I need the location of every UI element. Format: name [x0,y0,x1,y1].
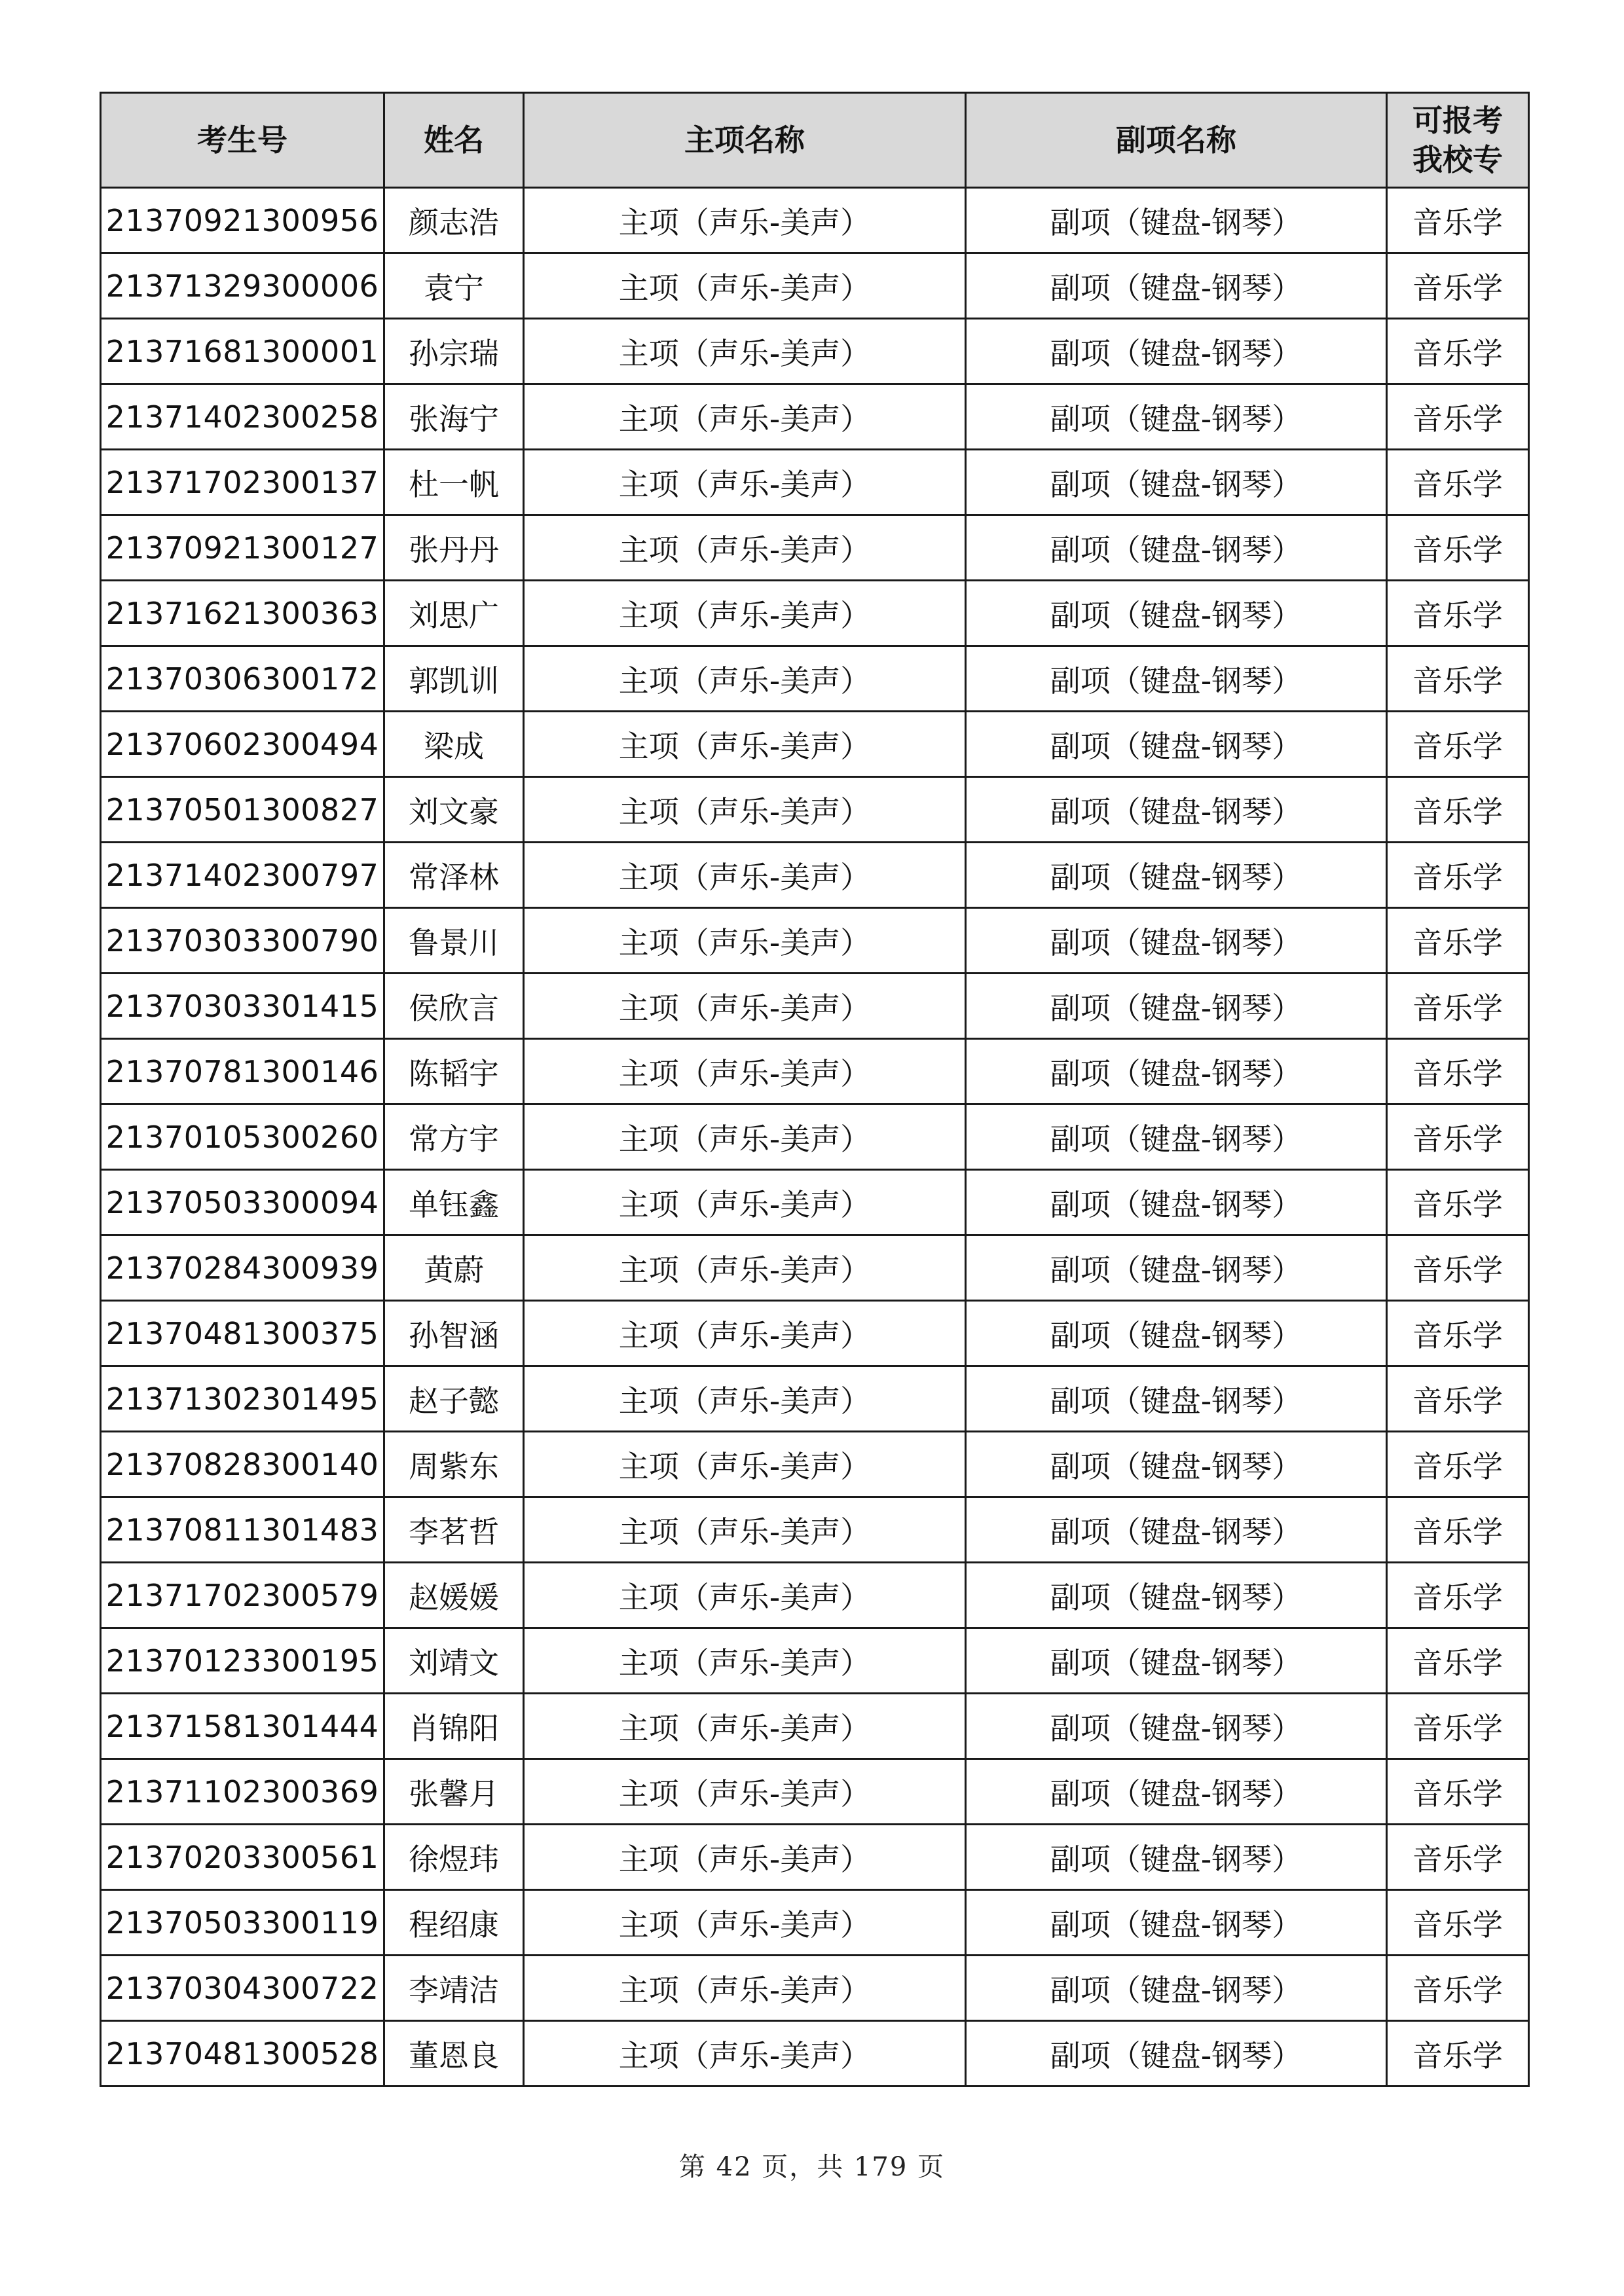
cell-candidate-id: 21370921300127 [101,515,384,581]
cell-candidate-id: 21371581301444 [101,1694,384,1759]
header-program [1387,93,1529,188]
cell-major-item: 主项（声乐-美声） [524,1759,966,1825]
cell-name: 李靖洁 [384,1956,524,2021]
cell-major-item: 主项（声乐-美声） [524,1301,966,1366]
table-row [101,253,1529,319]
cell-name: 徐煜玮 [384,1825,524,1890]
cell-minor-item: 副项（键盘-钢琴） [966,1366,1387,1432]
cell-major-item: 主项（声乐-美声） [524,1563,966,1628]
cell-program: 音乐学 [1387,1759,1529,1825]
cell-major-item: 主项（声乐-美声） [524,581,966,646]
header-candidate-id: 考生号 [101,93,384,188]
cell-name: 赵媛媛 [384,1563,524,1628]
table-row [101,843,1529,908]
table-row [101,712,1529,777]
cell-minor-item: 副项（键盘-钢琴） [966,188,1387,253]
cell-minor-item: 副项（键盘-钢琴） [966,515,1387,581]
cell-minor-item: 副项（键盘-钢琴） [966,253,1387,319]
cell-candidate-id: 21370828300140 [101,1432,384,1497]
cell-name: 单钰鑫 [384,1170,524,1235]
cell-program: 音乐学 [1387,384,1529,450]
cell-candidate-id: 21370781300146 [101,1039,384,1104]
cell-name: 孙宗瑞 [384,319,524,384]
cell-name: 刘思广 [384,581,524,646]
table-row [101,515,1529,581]
cell-minor-item: 副项（键盘-钢琴） [966,1563,1387,1628]
table-row [101,1432,1529,1497]
table-row [101,1694,1529,1759]
table-row [101,1628,1529,1694]
cell-major-item: 主项（声乐-美声） [524,1628,966,1694]
cell-program: 音乐学 [1387,974,1529,1039]
cell-minor-item: 副项（键盘-钢琴） [966,1235,1387,1301]
cell-name: 陈韬宇 [384,1039,524,1104]
table-row [101,1104,1529,1170]
table-row [101,1563,1529,1628]
cell-candidate-id: 21370503300119 [101,1890,384,1956]
table-row [101,646,1529,712]
cell-candidate-id: 21371402300258 [101,384,384,450]
cell-name: 张馨月 [384,1759,524,1825]
cell-name: 鲁景川 [384,908,524,974]
table-row [101,1890,1529,1956]
cell-program: 音乐学 [1387,1432,1529,1497]
cell-name: 刘靖文 [384,1628,524,1694]
cell-minor-item: 副项（键盘-钢琴） [966,974,1387,1039]
cell-program: 音乐学 [1387,1170,1529,1235]
cell-program: 音乐学 [1387,1235,1529,1301]
table-row [101,1301,1529,1366]
cell-name: 杜一帆 [384,450,524,515]
cell-program: 音乐学 [1387,1366,1529,1432]
table-row [101,1366,1529,1432]
cell-minor-item: 副项（键盘-钢琴） [966,712,1387,777]
cell-major-item: 主项（声乐-美声） [524,843,966,908]
table-row [101,450,1529,515]
cell-minor-item: 副项（键盘-钢琴） [966,777,1387,843]
cell-candidate-id: 21370503300094 [101,1170,384,1235]
cell-major-item: 主项（声乐-美声） [524,1956,966,2021]
table-row [101,581,1529,646]
cell-minor-item: 副项（键盘-钢琴） [966,1694,1387,1759]
header-minor-item: 副项名称 [966,93,1387,188]
cell-minor-item: 副项（键盘-钢琴） [966,1301,1387,1366]
cell-major-item: 主项（声乐-美声） [524,1497,966,1563]
cell-minor-item: 副项（键盘-钢琴） [966,319,1387,384]
cell-candidate-id: 21370811301483 [101,1497,384,1563]
table-row [101,1170,1529,1235]
cell-program: 音乐学 [1387,1956,1529,2021]
table-row [101,188,1529,253]
table-row [101,1497,1529,1563]
header-program-line1: 可报考 [1412,103,1503,138]
table-row [101,974,1529,1039]
cell-minor-item: 副项（键盘-钢琴） [966,1497,1387,1563]
cell-minor-item: 副项（键盘-钢琴） [966,1170,1387,1235]
cell-candidate-id: 21371329300006 [101,253,384,319]
cell-candidate-id: 21371102300369 [101,1759,384,1825]
cell-name: 周紫东 [384,1432,524,1497]
cell-name: 肖锦阳 [384,1694,524,1759]
cell-candidate-id: 21370303300790 [101,908,384,974]
cell-program: 音乐学 [1387,1825,1529,1890]
cell-major-item: 主项（声乐-美声） [524,253,966,319]
cell-program: 音乐学 [1387,253,1529,319]
candidate-table [100,92,1530,2087]
cell-major-item: 主项（声乐-美声） [524,646,966,712]
cell-major-item: 主项（声乐-美声） [524,1039,966,1104]
cell-name: 赵子懿 [384,1366,524,1432]
cell-minor-item: 副项（键盘-钢琴） [966,1039,1387,1104]
cell-program: 音乐学 [1387,450,1529,515]
cell-program: 音乐学 [1387,1039,1529,1104]
cell-minor-item: 副项（键盘-钢琴） [966,384,1387,450]
cell-name: 刘文豪 [384,777,524,843]
cell-major-item: 主项（声乐-美声） [524,1890,966,1956]
cell-major-item: 主项（声乐-美声） [524,1694,966,1759]
cell-name: 程绍康 [384,1890,524,1956]
cell-minor-item: 副项（键盘-钢琴） [966,1956,1387,2021]
cell-program: 音乐学 [1387,646,1529,712]
table-body [101,188,1529,2086]
cell-major-item: 主项（声乐-美声） [524,777,966,843]
cell-major-item: 主项（声乐-美声） [524,1235,966,1301]
cell-candidate-id: 21370123300195 [101,1628,384,1694]
cell-candidate-id: 21370203300561 [101,1825,384,1890]
cell-major-item: 主项（声乐-美声） [524,188,966,253]
cell-minor-item: 副项（键盘-钢琴） [966,646,1387,712]
cell-candidate-id: 21370602300494 [101,712,384,777]
cell-major-item: 主项（声乐-美声） [524,974,966,1039]
cell-candidate-id: 21370921300956 [101,188,384,253]
cell-candidate-id: 21371702300137 [101,450,384,515]
cell-program: 音乐学 [1387,188,1529,253]
cell-major-item: 主项（声乐-美声） [524,1366,966,1432]
cell-candidate-id: 21370304300722 [101,1956,384,2021]
page-footer: 第 42 页，共 179 页 [678,2152,946,2182]
cell-program: 音乐学 [1387,908,1529,974]
table-row [101,1235,1529,1301]
cell-candidate-id: 21370306300172 [101,646,384,712]
cell-minor-item: 副项（键盘-钢琴） [966,2021,1387,2086]
cell-major-item: 主项（声乐-美声） [524,1825,966,1890]
cell-program: 音乐学 [1387,1890,1529,1956]
cell-program: 音乐学 [1387,712,1529,777]
cell-name: 黄蔚 [384,1235,524,1301]
cell-candidate-id: 21370284300939 [101,1235,384,1301]
cell-major-item: 主项（声乐-美声） [524,908,966,974]
cell-major-item: 主项（声乐-美声） [524,1170,966,1235]
table-row [101,384,1529,450]
cell-program: 音乐学 [1387,1694,1529,1759]
cell-program: 音乐学 [1387,777,1529,843]
cell-major-item: 主项（声乐-美声） [524,2021,966,2086]
cell-candidate-id: 21370481300375 [101,1301,384,1366]
cell-name: 颜志浩 [384,188,524,253]
cell-minor-item: 副项（键盘-钢琴） [966,450,1387,515]
cell-program: 音乐学 [1387,319,1529,384]
cell-name: 袁宁 [384,253,524,319]
cell-minor-item: 副项（键盘-钢琴） [966,843,1387,908]
cell-name: 董恩良 [384,2021,524,2086]
cell-name: 常泽林 [384,843,524,908]
cell-program: 音乐学 [1387,2021,1529,2086]
cell-name: 常方宇 [384,1104,524,1170]
cell-name: 李茗哲 [384,1497,524,1563]
table-row [101,1956,1529,2021]
cell-candidate-id: 21370303301415 [101,974,384,1039]
cell-program: 音乐学 [1387,1628,1529,1694]
table-row [101,1825,1529,1890]
cell-name: 张丹丹 [384,515,524,581]
cell-major-item: 主项（声乐-美声） [524,384,966,450]
cell-minor-item: 副项（键盘-钢琴） [966,1628,1387,1694]
cell-minor-item: 副项（键盘-钢琴） [966,908,1387,974]
cell-program: 音乐学 [1387,1563,1529,1628]
cell-minor-item: 副项（键盘-钢琴） [966,1890,1387,1956]
cell-candidate-id: 21371681300001 [101,319,384,384]
table-row [101,1039,1529,1104]
cell-program: 音乐学 [1387,1497,1529,1563]
cell-candidate-id: 21370501300827 [101,777,384,843]
cell-program: 音乐学 [1387,843,1529,908]
table-row [101,319,1529,384]
table-header-row [101,93,1529,188]
cell-name: 张海宁 [384,384,524,450]
table-row [101,908,1529,974]
cell-program: 音乐学 [1387,581,1529,646]
table-row [101,2021,1529,2086]
cell-minor-item: 副项（键盘-钢琴） [966,1825,1387,1890]
cell-minor-item: 副项（键盘-钢琴） [966,1759,1387,1825]
header-major-item: 主项名称 [524,93,966,188]
cell-major-item: 主项（声乐-美声） [524,450,966,515]
cell-name: 梁成 [384,712,524,777]
header-program-line2: 我校专 [1412,142,1503,177]
cell-major-item: 主项（声乐-美声） [524,1104,966,1170]
cell-candidate-id: 21371621300363 [101,581,384,646]
header-name: 姓名 [384,93,524,188]
table-row [101,1759,1529,1825]
cell-minor-item: 副项（键盘-钢琴） [966,581,1387,646]
cell-name: 孙智涵 [384,1301,524,1366]
cell-candidate-id: 21370105300260 [101,1104,384,1170]
cell-name: 郭凯训 [384,646,524,712]
cell-candidate-id: 21370481300528 [101,2021,384,2086]
cell-candidate-id: 21371302301495 [101,1366,384,1432]
cell-program: 音乐学 [1387,515,1529,581]
cell-major-item: 主项（声乐-美声） [524,1432,966,1497]
cell-minor-item: 副项（键盘-钢琴） [966,1104,1387,1170]
table-row [101,777,1529,843]
cell-major-item: 主项（声乐-美声） [524,319,966,384]
cell-minor-item: 副项（键盘-钢琴） [966,1432,1387,1497]
cell-program: 音乐学 [1387,1301,1529,1366]
cell-candidate-id: 21371402300797 [101,843,384,908]
cell-candidate-id: 21371702300579 [101,1563,384,1628]
cell-major-item: 主项（声乐-美声） [524,515,966,581]
cell-program: 音乐学 [1387,1104,1529,1170]
cell-name: 侯欣言 [384,974,524,1039]
cell-major-item: 主项（声乐-美声） [524,712,966,777]
